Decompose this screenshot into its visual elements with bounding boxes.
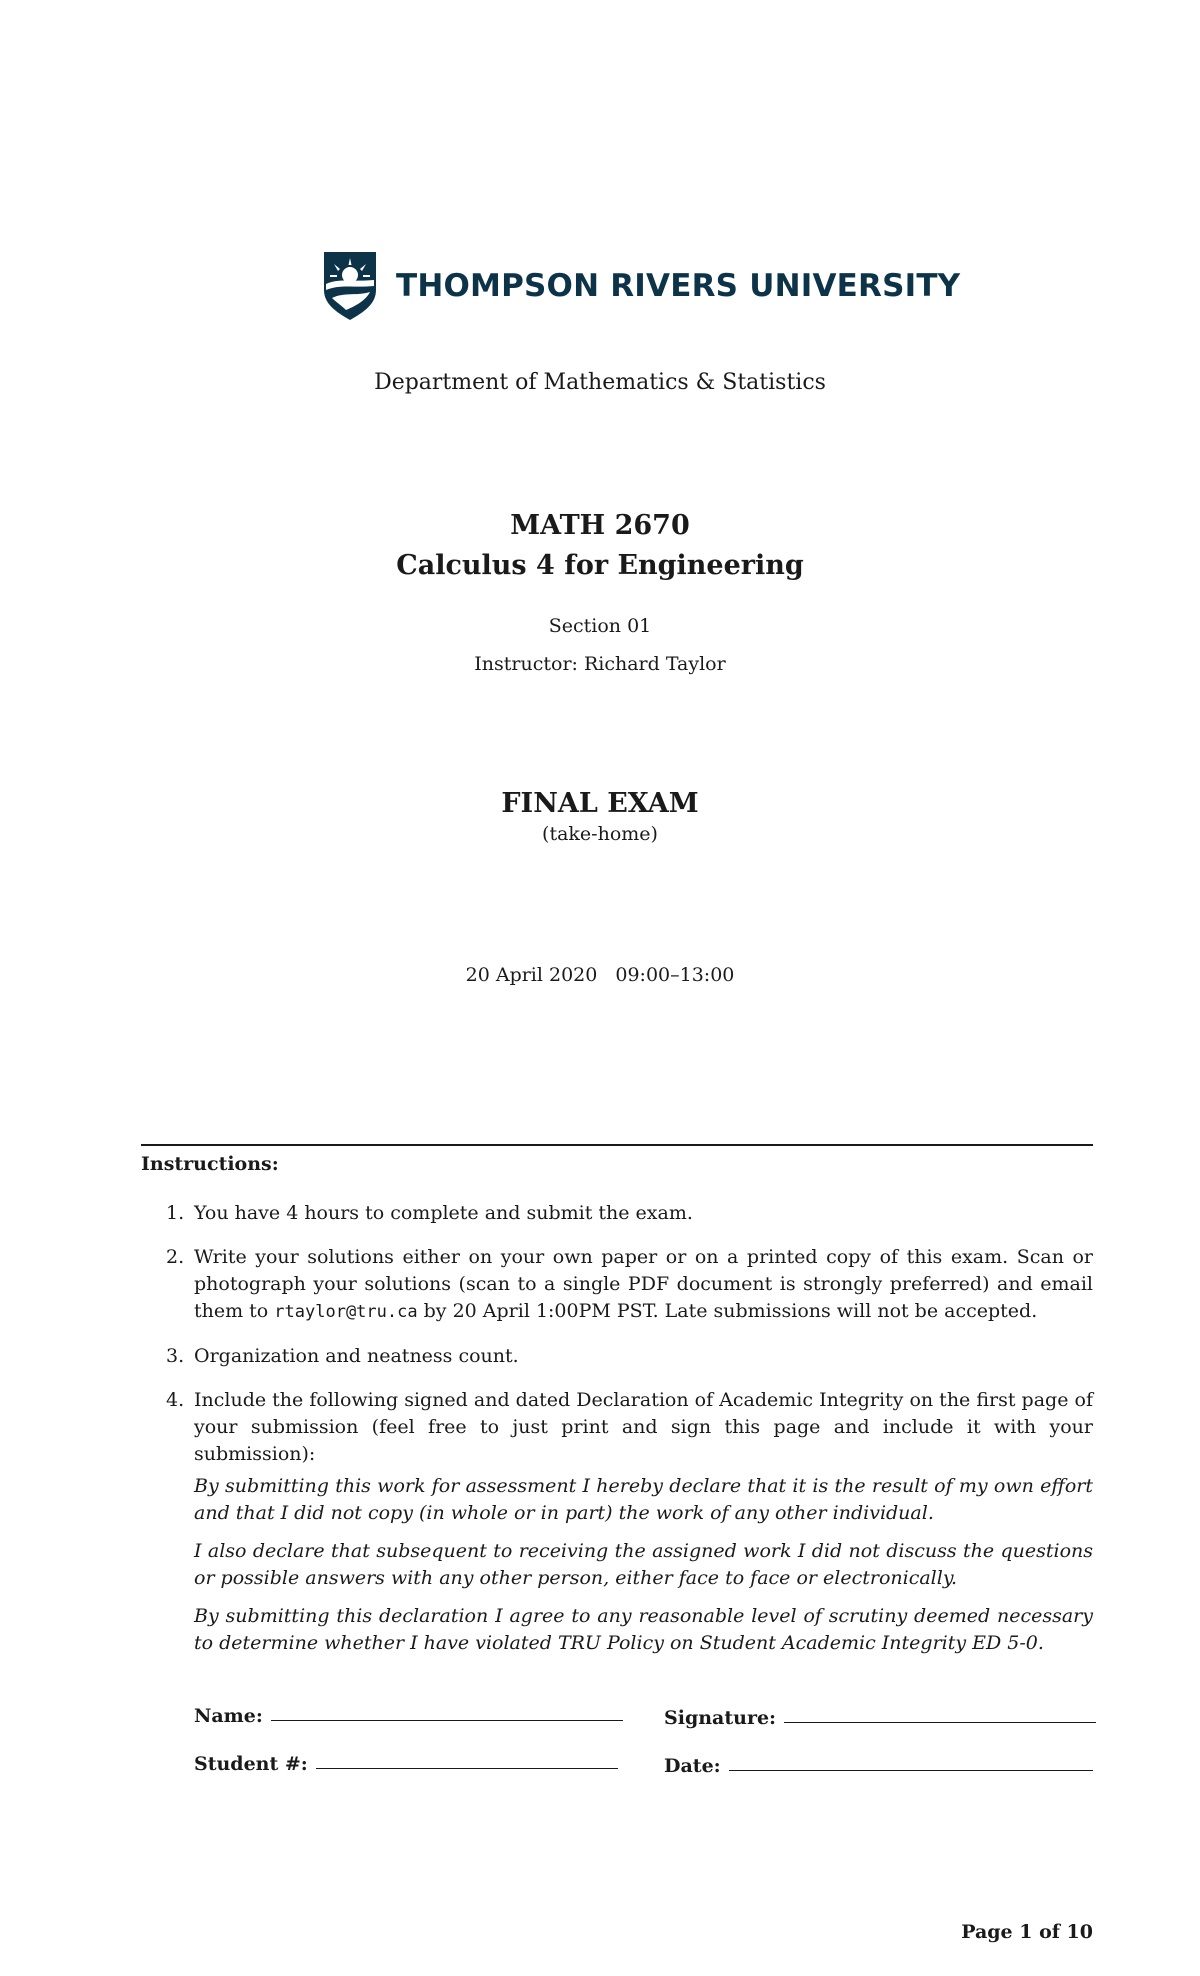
- student-number-label: Student #:: [194, 1753, 308, 1775]
- course-heading: [0, 506, 1200, 586]
- integrity-declaration: [194, 1473, 1093, 1668]
- university-logo: [322, 250, 960, 322]
- course-code: MATH 2670: [510, 510, 690, 541]
- exam-date: 20 April 2020: [465, 964, 598, 986]
- course-instructor: Instructor: Richard Taylor: [474, 653, 726, 675]
- email-address: rtaylor@tru.ca: [274, 1302, 418, 1322]
- date-field: [664, 1755, 1093, 1777]
- instructions-list: [166, 1200, 1093, 1485]
- signature-field: [664, 1707, 1096, 1729]
- logo-wordmark: THOMPSON RIVERS UNIVERSITY: [396, 268, 961, 304]
- date-label: Date:: [664, 1755, 721, 1777]
- shield-logo-icon: [322, 250, 378, 322]
- exam-datetime: [0, 964, 1200, 986]
- list-item: 4. Include the following signed and dated Declaration of Academic Integrity on the first page of your submission (feel free to just print and sign this page and include it with your submission):: [166, 1389, 1093, 1465]
- department-name: Department of Mathematics & Statistics: [374, 370, 826, 395]
- signature-blank-line: [784, 1721, 1096, 1723]
- signature-label: Signature:: [664, 1707, 777, 1729]
- student-number-blank-line: [316, 1767, 618, 1769]
- declaration-paragraph: By submitting this work for assessment I hereby declare that it is the result of my own effort and that I did not copy (in whole or in part) the work of any other individual.: [194, 1475, 1093, 1524]
- name-blank-line: [271, 1719, 623, 1721]
- student-number-field: [194, 1753, 618, 1775]
- declaration-paragraph: By submitting this declaration I agree to any reasonable level of scrutiny deemed necessary to determine whether I have violated TRU Policy on Student Academic Integrity ED 5-0.: [194, 1605, 1093, 1654]
- exam-subtitle: (take-home): [542, 823, 658, 845]
- declaration-paragraph: I also declare that subsequent to receiving the assigned work I did not discuss the questions or possible answers with any other person, either face to face or electronically.: [194, 1540, 1093, 1589]
- list-item: 1. You have 4 hours to complete and submit the exam.: [166, 1202, 693, 1224]
- course-title: Calculus 4 for Engineering: [396, 550, 804, 581]
- date-blank-line: [729, 1769, 1093, 1771]
- course-section: Section 01: [548, 615, 652, 637]
- exam-time: 09:00–13:00: [615, 964, 735, 986]
- instructions-heading: Instructions:: [141, 1153, 279, 1175]
- list-item: 3. Organization and neatness count.: [166, 1345, 519, 1367]
- exam-title: FINAL EXAM: [501, 788, 699, 819]
- list-item: 2. Write your solutions either on your own paper or on a printed copy of this exam. Scan or photograph your solutions (scan to a single PDF document is strongly preferred) and email them to rtaylor@tru.ca by 20 April 1:00PM PST. Late submissions will not be accepted.: [166, 1246, 1093, 1322]
- page-number: Page 1 of 10: [961, 1921, 1093, 1943]
- name-field: [194, 1705, 623, 1727]
- divider: [141, 1144, 1093, 1146]
- name-label: Name:: [194, 1705, 263, 1727]
